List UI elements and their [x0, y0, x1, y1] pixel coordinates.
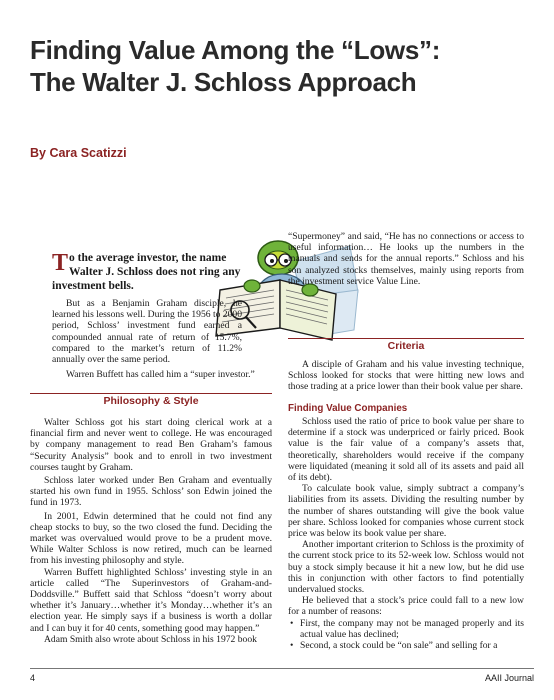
philosophy-body — [30, 417, 272, 645]
article-title — [30, 34, 530, 98]
reasons-list — [288, 618, 524, 652]
intro-lead — [52, 251, 242, 294]
byline: By Cara Scatizzi — [30, 146, 127, 160]
finding-value-body — [288, 416, 524, 651]
finding-paragraph: To calculate book value, simply subtract a company’s liabilities from its assets. Dividing the resulting number by the number of shares outstanding will give the book value per share. Schloss looked for companies whose current stock price was below its book value per share. — [288, 483, 524, 540]
intro-body-2 — [52, 369, 272, 380]
philosophy-heading: Philosophy & Style — [103, 395, 199, 407]
page-number: 4 — [30, 673, 36, 683]
intro-lead-text: o the average investor, the name Walter J. Schloss does not ring any investment bells. — [52, 252, 241, 293]
criteria-heading: Criteria — [387, 340, 425, 352]
finding-paragraph: Schloss used the ratio of price to book value per share to determine if a stock was underpriced or fairly priced. Book value is the fair value of a company’s assets that, theoretically, shareholders would receive if the company were liquidated (meaning it sold all of its assets and paid all of its debt). — [288, 416, 524, 484]
continuation-paragraph: “Supermoney” and said, “He has no connections or access to useful information… He looks up the numbers in the manuals and sends for the annual reports.” Schloss and his son analyzed stocks themselves, mainly using reports from the investment service Value Line. — [288, 231, 524, 287]
supermoney-continuation — [288, 231, 524, 287]
title-line-2: The Walter J. Schloss Approach — [30, 67, 417, 97]
philosophy-paragraph: Walter Schloss got his start doing clerical work at a financial firm and never went to college. He was encouraged by company management to read Ben Graham’s famous “Security Analysis” book and to enroll in two investment courses taught by Graham. — [30, 417, 272, 473]
criteria-body — [288, 359, 524, 393]
philosophy-paragraph: Schloss later worked under Ben Graham and eventually started his own fund in 1955. Schloss’ son Edwin joined the fund in 1973. — [30, 475, 272, 509]
section-rule — [288, 338, 524, 339]
drop-cap: T — [52, 250, 69, 276]
footer-rule — [30, 668, 534, 669]
intro-body — [52, 298, 242, 365]
finding-value-heading: Finding Value Companies — [288, 403, 408, 414]
intro-paragraph: Warren Buffett has called him a “super investor.” — [66, 369, 255, 380]
criteria-paragraph: A disciple of Graham and his value investing technique, Schloss looked for stocks that were hitting new lows and those trading at a price lower than their book value per share. — [288, 359, 524, 393]
reason-item: • First, the company may not be managed properly and its actual value has declined; — [288, 618, 524, 640]
finding-paragraph: He believed that a stock’s price could fall to a new low for a number of reasons: — [288, 595, 524, 618]
finding-paragraph: Another important criterion to Schloss is the proximity of the current stock price to its 52-week low. Schloss would not buy a stock simply because it hit a new low, but he did use this in conjunction with other factors to find potentially undervalued stocks. — [288, 539, 524, 596]
title-line-1: Finding Value Among the “Lows”: — [30, 35, 441, 65]
philosophy-paragraph: Adam Smith also wrote about Schloss in his 1972 book — [44, 633, 257, 645]
philosophy-paragraph: In 2001, Edwin determined that he could not find any cheap stocks to buy, so the two closed the fund. Deciding the market was overvalued would prove to be a prudent move. While Walter Schloss is now retired, much can be learned from his investing philosophy and style. — [30, 510, 272, 567]
reason-item: • Second, a stock could be “on sale” and selling for a — [288, 640, 524, 651]
journal-name: AAII Journal — [484, 673, 534, 683]
philosophy-paragraph: Warren Buffett highlighted Schloss’ investing style in an article called “The Superinvestors of Graham-and-Doddsville.” Buffett said that Schloss “doesn’t worry about whether it’s January…whether it’s Monday…whether it’s an election year. He simply says if a business is worth a dollar and I can buy it for 40 cents, something good may happen.” — [30, 566, 272, 634]
intro-paragraph: But as a Benjamin Graham disciple, he learned his lessons well. During the 1956 to 2000 period, Schloss’ investment fund earned a compounded annual rate of return of 15.7%, compared to the market’s return of 11.2% annually over the same period. — [52, 298, 242, 366]
section-rule — [30, 393, 272, 394]
